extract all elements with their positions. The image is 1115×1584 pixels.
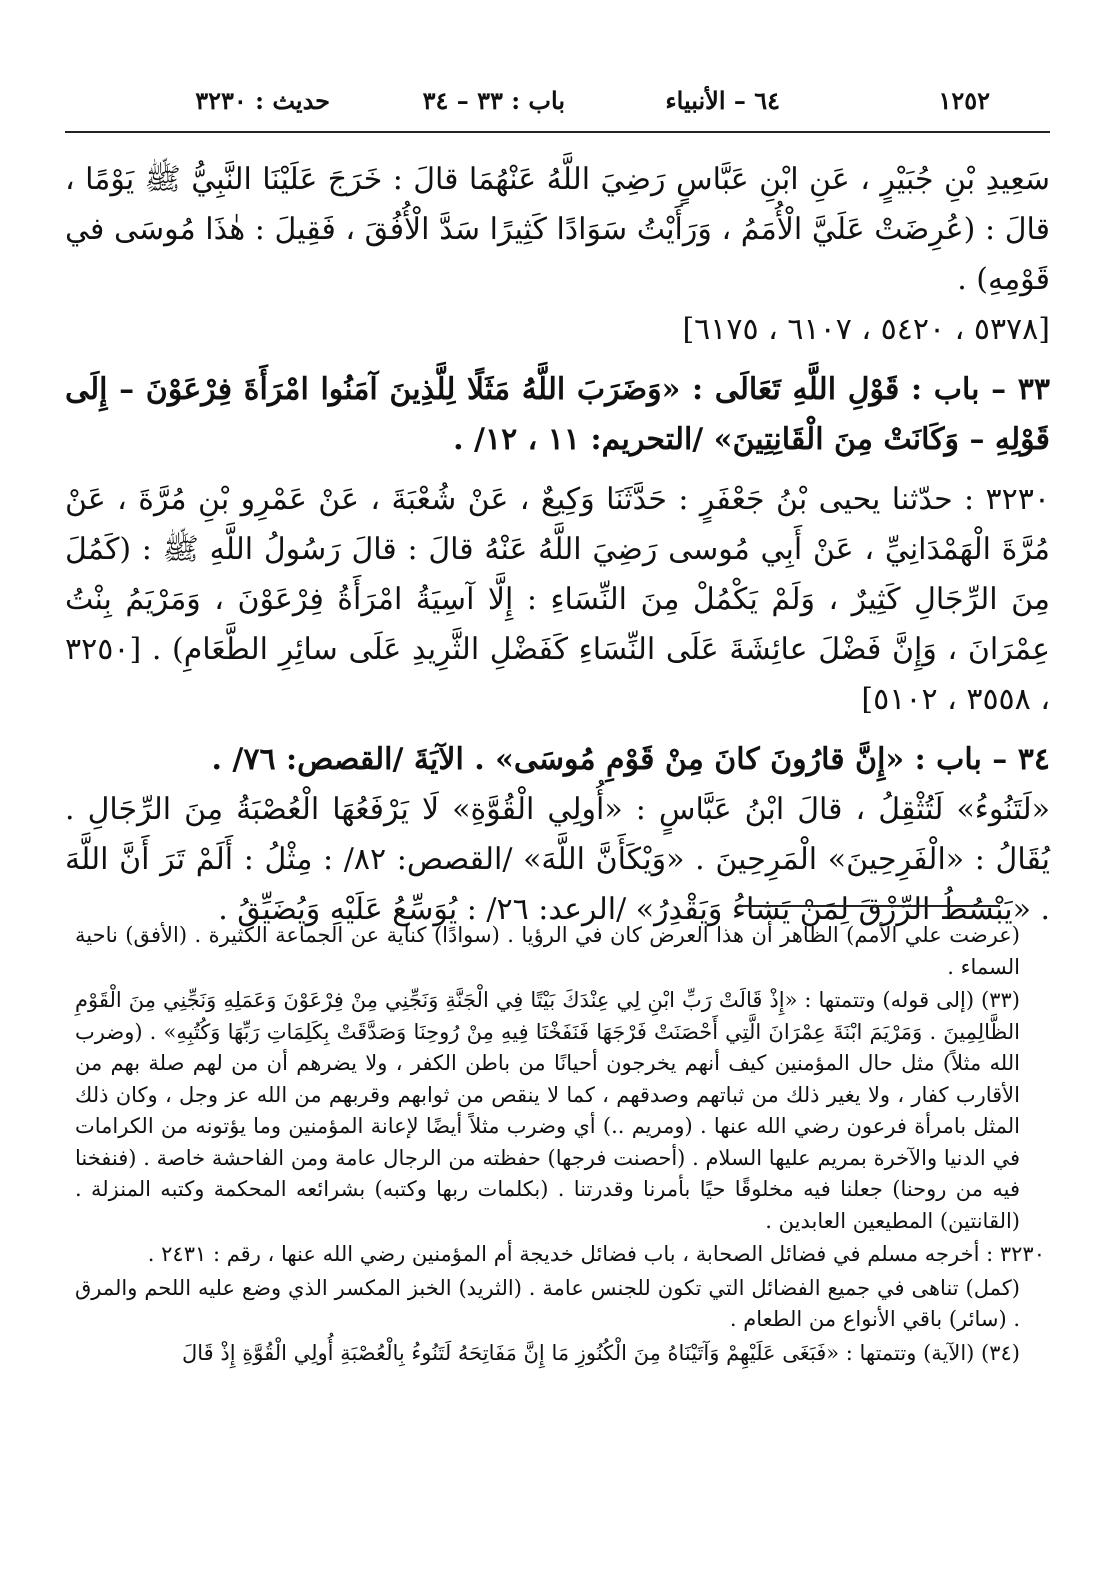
chapter-34-text: «لَتَنُوءُ» لَتُثْقِلُ ، قالَ ابْنُ عَبَّاسٍ : «أُولِي الْقُوَّةِ» لَا يَرْفَعُهَا الْعُصْبَةُ مِنَ الرِّجَالِ . يُقَالُ : «الْفَرِحِينَ» الْمَرِحِينَ . «وَيْكَأَنَّ اللَّهَ» /القصص: ٨٢/ : مِثْلُ : أَلَمْ تَرَ أَنَّ اللَّهَ . «يَبْسُطُ الرِّزْقَ لِمَنْ يَشاءُ وَيَقْدِرُ» /الرعد: ٢٦/ : يُوَسِّعُ عَلَيْهِ وَيُضَيِّقُ . xyxy=(65,792,1050,927)
footnote-chapter-33: (٣٣) (إلى قوله) وتتمتها : «إِذْ قَالَتْ رَبِّ ابْنِ لِي عِنْدَكَ بَيْتًا فِي الْجَنَّةِ وَنَجِّنِي مِنْ فِرْعَوْنَ وَعَمَلِهِ وَنَجِّنِي مِنَ الْقَوْمِ الظَّالِمِينَ . وَمَرْيَمَ ابْنَةَ عِمْرَانَ الَّتِي أَحْصَنَتْ فَرْجَهَا فَنَفَخْنَا فِيهِ مِنْ رُوحِنَا وَصَدَّقَتْ بِكَلِمَاتِ رَبِّهَا وَكُتُبِهِ» . (وضرب الله مثلاً) مثل حال المؤمنين كيف أنهم يخرجون أحيانًا من باطن الكفر ، ولا يضرهم أن من لهم صلة بهم من الأقارب كفار ، ولا يغير ذلك من ثباتهم وصدقهم ، كما لا ينقص من ثوابهم وقربهم من الله عز وجل ، وكان ذلك المثل بامرأة فرعون رضي الله عنها . (ومريم ..) أي وضرب مثلاً أيضًا لإعانة المؤمنين وما يؤتونه من الكرامات في الدنيا والآخرة بمريم عليها السلام . (أحصنت فرجها) حفظته من الرجال عامة ومن الفاحشة خاصة . (فنفخنا فيه من روحنا) جعلنا فيه مخلوقًا حيًا بأمرنا وقدرتنا . (بكلمات ربها وكتبه) بشرائعه المحكمة وكتبه المنزلة . (القانتين) المطيعين العابدين . xyxy=(75,988,1021,1233)
footnote-divider xyxy=(738,905,1000,907)
hadith-range: حديث : ٣٢٣٠ xyxy=(195,86,330,115)
hadith-3230: ٣٢٣٠ : حدّثنا يحيى بْنُ جَعْفَرٍ : حَدَّثَنَا وَكِيعٌ ، عَنْ شُعْبَةَ ، عَنْ عَمْرِو بْنِ مُرَّةَ ، عَنْ مُرَّةَ الْهَمْدَانِيِّ ، عَنْ أَبِي مُوسى رَضِيَ اللَّهُ عَنْهُ قالَ : قالَ رَسُولُ اللَّهِ ﷺ : (كَمُلَ مِنَ الرِّجَالِ كَثِيرٌ ، وَلَمْ يَكْمُلْ مِنَ النِّسَاءِ : إِلَّا آسِيَةُ امْرَأَةُ فِرْعَوْنَ ، وَمَرْيَمُ بِنْتُ عِمْرَانَ ، وَإِنَّ فَضْلَ عائِشَةَ عَلَى النِّسَاءِ كَفَضْلِ الثَّرِيدِ عَلَى سائِرِ الطَّعَامِ) . [٣٢٥٠ ، ٣٥٥٨ ، ٥١٠٢] xyxy=(65,482,1050,717)
footnote-vision: (عرضت علي الأمم) الظاهر أن هذا العرض كان في الرؤيا . (سوادًا) كناية عن الجماعة الكثيرة . (الأفق) ناحية السماء . xyxy=(75,923,1020,979)
chapter-range: باب : ٣٣ – ٣٤ xyxy=(422,86,565,115)
footnote-hadith-3230: ٣٢٣٠ : أخرجه مسلم في فضائل الصحابة ، باب فضائل خديجة أم المؤمنين رضي الله عنها ، رقم : ٢٤٣١ . xyxy=(147,1242,1045,1266)
narration-continuation: سَعِيدِ بْنِ جُبَيْرٍ ، عَنِ ابْنِ عَبَّاسٍ رَضِيَ اللَّهُ عَنْهُمَا قالَ : خَرَجَ عَلَيْنَا النَّبِيُّ ﷺ يَوْمًا ، قالَ : (عُرِضَتْ عَلَيَّ الْأُمَمُ ، وَرَأَيْتُ سَوَادًا كَثِيرًا سَدَّ الْأُفُقَ ، فَقِيلَ : هٰذَا مُوسَى في قَوْمِهِ) . xyxy=(65,162,1050,297)
header-divider xyxy=(65,131,1050,133)
chapter-34-heading: ٣٤ – باب : «إِنَّ قارُونَ كانَ مِنْ قَوْمِ مُوسَى» . الآيَةَ /القصص: ٧٦/ . xyxy=(211,742,1050,777)
book-title: ٦٤ – الأنبياء xyxy=(665,86,780,115)
chapter-33-heading: ٣٣ – باب : قَوْلِ اللَّهِ تَعَالَى : «وَضَرَبَ اللَّهُ مَثَلًا لِلَّذِينَ آمَنُوا امْرَأَةَ فِرْعَوْنَ – إِلَى قَوْلِهِ – وَكَانَتْ مِنَ الْقَانِتِينَ» /التحريم: ١١ ، ١٢/ . xyxy=(65,372,1050,457)
footnote-chapter-34: (٣٤) (الآية) وتتمتها : «فَبَغَى عَلَيْهِمْ وَآتَيْنَاهُ مِنَ الْكُنُوزِ مَا إِنَّ مَفَاتِحَهُ لَتَنُوءُ بِالْعُصْبَةِ أُولِي الْقُوَّةِ إِذْ قَالَ xyxy=(182,1340,1020,1365)
page-number: ١٢٥٢ xyxy=(938,86,990,115)
running-header xyxy=(190,76,990,126)
main-text xyxy=(65,155,1050,935)
footnote-glossary: (كمل) تناهى في جميع الفضائل التي تكون للجنس عامة . (الثريد) الخبز المكسر الذي وضع عليه اللحم والمرق . (سائر) باقي الأنواع من الطعام . xyxy=(75,1275,1020,1331)
cross-references: [٥٣٧٨ ، ٥٤٢٠ ، ٦١٠٧ ، ٦١٧٥] xyxy=(682,312,1050,347)
footnotes xyxy=(75,920,1045,1371)
